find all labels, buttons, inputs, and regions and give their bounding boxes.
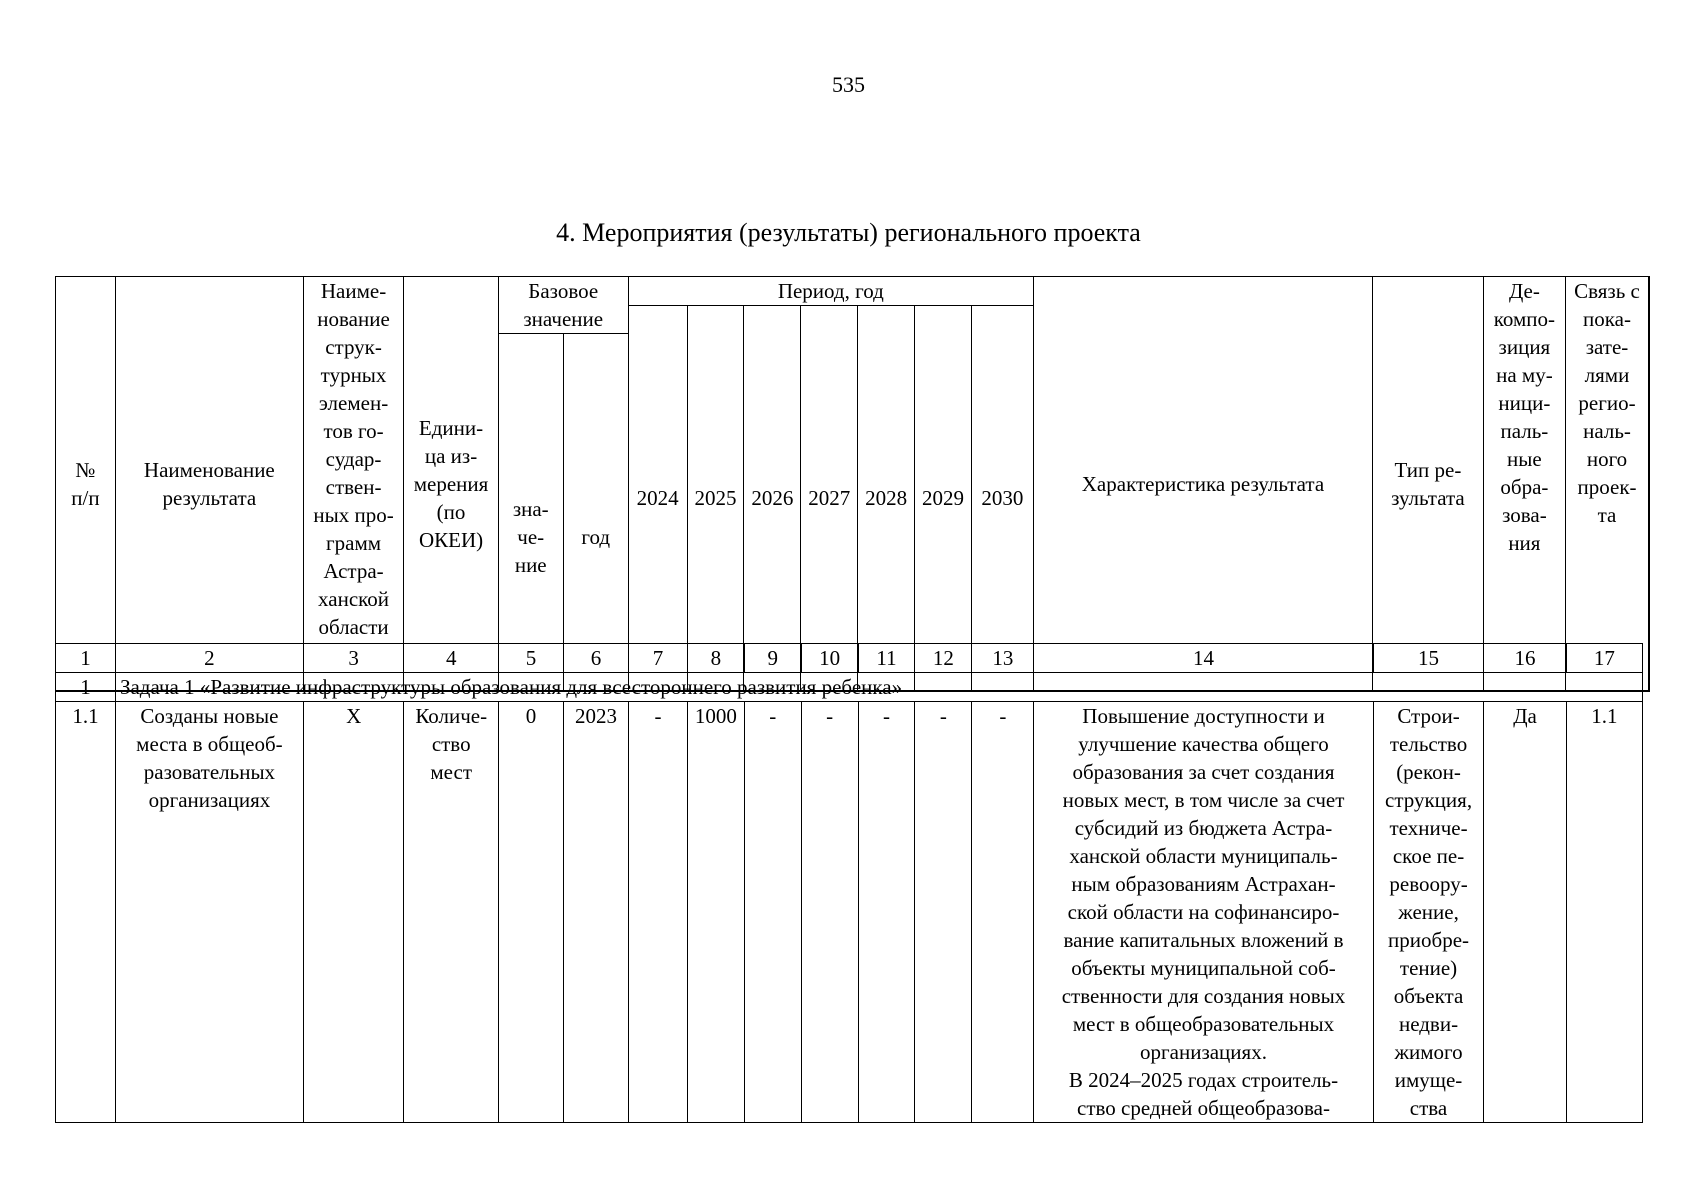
text-line: регио- (1578, 391, 1636, 415)
text-line: Астра- (323, 559, 384, 583)
text-line: обра- (1500, 475, 1549, 499)
header-year-2030: 2030 (971, 306, 1033, 692)
text-line: мест (430, 760, 473, 784)
text-line: новых мест, в том числе за счет (1062, 788, 1345, 812)
header-base-year: год (563, 334, 628, 692)
text-line: имуще- (1394, 1068, 1463, 1092)
row-unit (404, 702, 498, 1123)
text-line: объекта (1393, 984, 1464, 1008)
body-table (55, 643, 1643, 1123)
text-line: № (75, 457, 96, 482)
text-line: образования за счет создания (1072, 760, 1335, 784)
row-value-2026: - (744, 702, 801, 1123)
text-line: п/п (71, 485, 100, 510)
row-value-2029: - (915, 702, 972, 1123)
text-line: недви- (1398, 1012, 1459, 1036)
text-line: лями (1584, 363, 1630, 387)
section-title: 4. Мероприятия (результаты) регионального проекта (556, 218, 1141, 247)
header-year-2029: 2029 (915, 306, 972, 692)
row-decomposition: Да (1484, 702, 1566, 1123)
column-number: 11 (858, 644, 915, 673)
text-line: Наименование (143, 457, 275, 482)
table-row (56, 702, 1643, 1123)
text-line: Повышение доступности и (1082, 704, 1325, 728)
header-link (1566, 277, 1649, 692)
text-line: организациях. (1140, 1040, 1267, 1064)
column-number: 1 (56, 644, 116, 673)
text-line: та (1597, 503, 1617, 527)
column-number: 8 (687, 644, 744, 673)
text-line: приобре- (1388, 928, 1470, 952)
text-line: ревоору- (1389, 872, 1468, 896)
text-line: ници- (1498, 391, 1551, 415)
header-base-value-group (498, 277, 628, 334)
text-line: Строи- (1397, 704, 1460, 728)
row-value-2030: - (972, 702, 1034, 1123)
column-number: 14 (1034, 644, 1373, 673)
text-line: Едини- (418, 415, 484, 440)
text-line: струк- (325, 335, 382, 359)
page-number: 535 (832, 72, 865, 97)
column-number: 3 (303, 644, 404, 673)
text-line: нование (317, 307, 390, 331)
text-line: зна- (512, 497, 549, 521)
text-line: значение (523, 307, 604, 331)
text-line: ные (1507, 447, 1542, 471)
row-number: 1.1 (56, 702, 116, 1123)
text-line: зате- (1585, 335, 1629, 359)
text-line: области (318, 615, 389, 639)
column-number: 16 (1484, 644, 1566, 673)
row-result-name (115, 702, 303, 1123)
text-line: (рекон- (1396, 760, 1461, 784)
text-line: ния (1508, 531, 1541, 555)
text-line: Тип ре- (1394, 457, 1462, 482)
task-row (56, 673, 1643, 702)
text-line: организациях (148, 788, 271, 812)
text-line: зиция (1498, 335, 1551, 359)
text-line: места в общеоб- (136, 732, 283, 756)
text-line: ца из- (424, 443, 478, 468)
header-year-2024: 2024 (628, 306, 687, 692)
column-number: 10 (801, 644, 858, 673)
column-number: 5 (498, 644, 563, 673)
header-unit (404, 277, 498, 692)
text-line: че- (517, 525, 545, 549)
header-result-type (1373, 277, 1484, 692)
text-line: жимого (1394, 1040, 1463, 1064)
column-number: 9 (744, 644, 801, 673)
text-line: ханской области муниципаль- (1069, 844, 1338, 868)
text-line: пока- (1583, 307, 1631, 331)
text-line: ства (1409, 1096, 1448, 1120)
text-line: проек- (1577, 475, 1637, 499)
text-line: ствен- (325, 475, 382, 499)
column-number: 7 (628, 644, 687, 673)
text-line: ханской (318, 587, 390, 611)
text-line: ское пе- (1392, 844, 1465, 868)
header-characteristic: Характеристика результата (1033, 277, 1372, 692)
header-table (55, 276, 1650, 692)
header-year-2027: 2027 (801, 306, 858, 692)
header-result-name (115, 277, 303, 692)
text-line: ного (1586, 447, 1628, 471)
header-base-value (498, 334, 563, 692)
text-line: на му- (1496, 363, 1553, 387)
text-line: Созданы новые (140, 704, 279, 728)
text-line: ство средней общеобразова- (1077, 1096, 1330, 1120)
row-base-value: 0 (498, 702, 563, 1123)
text-line: Базовое (528, 279, 599, 303)
text-line: тение) (1399, 956, 1458, 980)
column-number: 6 (563, 644, 628, 673)
text-line: зультата (1391, 485, 1465, 510)
text-line: Де- (1508, 279, 1540, 303)
text-line: ным образованиям Астрахан- (1071, 872, 1336, 896)
text-line: жение, (1398, 900, 1459, 924)
header-number (56, 277, 116, 692)
text-line: Связь с (1574, 279, 1640, 303)
task-number: 1 (56, 673, 116, 702)
row-value-2028: - (858, 702, 915, 1123)
text-line: тельство (1389, 732, 1468, 756)
row-characteristic (1034, 702, 1373, 1123)
text-line: элемен- (318, 391, 389, 415)
row-result-type (1373, 702, 1484, 1123)
column-number: 4 (404, 644, 498, 673)
text-line: ных про- (313, 503, 394, 527)
text-line: ской области на софинансиро- (1067, 900, 1340, 924)
header-year-2025: 2025 (687, 306, 744, 692)
header-decomposition (1483, 277, 1565, 692)
column-number: 15 (1373, 644, 1484, 673)
text-line: ственности для создания новых (1061, 984, 1346, 1008)
text-line: наль- (1583, 419, 1631, 443)
text-line: вание капитальных вложений в (1063, 928, 1344, 952)
row-base-year: 2023 (563, 702, 628, 1123)
text-line: ние (514, 553, 547, 577)
header-year-2028: 2028 (858, 306, 915, 692)
text-line: ство (431, 732, 471, 756)
text-line: мерения (413, 471, 489, 496)
text-line: субсидий из бюджета Астра- (1074, 816, 1333, 840)
column-number: 12 (915, 644, 972, 673)
text-line: разовательных (143, 760, 276, 784)
row-value-2024: - (628, 702, 687, 1123)
header-year-2026: 2026 (744, 306, 801, 692)
row-value-2025: 1000 (687, 702, 744, 1123)
row-structural-element: Х (303, 702, 404, 1123)
header-period-group: Период, год (628, 277, 1033, 306)
column-number: 13 (972, 644, 1034, 673)
column-number: 17 (1566, 644, 1642, 673)
text-line: мест в общеобразовательных (1072, 1012, 1335, 1036)
column-numbers-row (56, 644, 1643, 673)
text-line: Наиме- (320, 279, 387, 303)
header-structural-elements (303, 277, 404, 692)
text-line: результата (162, 485, 257, 510)
text-line: турных (320, 363, 387, 387)
text-line: струкция, (1385, 788, 1473, 812)
text-line: тов го- (323, 419, 384, 443)
text-line: улучшение качества общего (1078, 732, 1329, 756)
text-line: ОКЕИ) (418, 527, 484, 552)
text-line: объекты муниципальной соб- (1071, 956, 1336, 980)
row-value-2027: - (801, 702, 858, 1123)
text-line: (по (436, 499, 466, 524)
text-line: Количе- (415, 704, 488, 728)
text-line: зова- (1502, 503, 1547, 527)
text-line: паль- (1500, 419, 1549, 443)
row-link: 1.1 (1566, 702, 1642, 1123)
text-line: грамм (326, 531, 382, 555)
task-title: Задача 1 «Развитие инфраструктуры образования для всестороннего развития ребенка» (115, 673, 1642, 702)
text-line: судар- (325, 447, 382, 471)
text-line: В 2024–2025 годах строитель- (1068, 1068, 1339, 1092)
column-number: 2 (115, 644, 303, 673)
text-line: техниче- (1389, 816, 1468, 840)
text-line: компо- (1493, 307, 1556, 331)
